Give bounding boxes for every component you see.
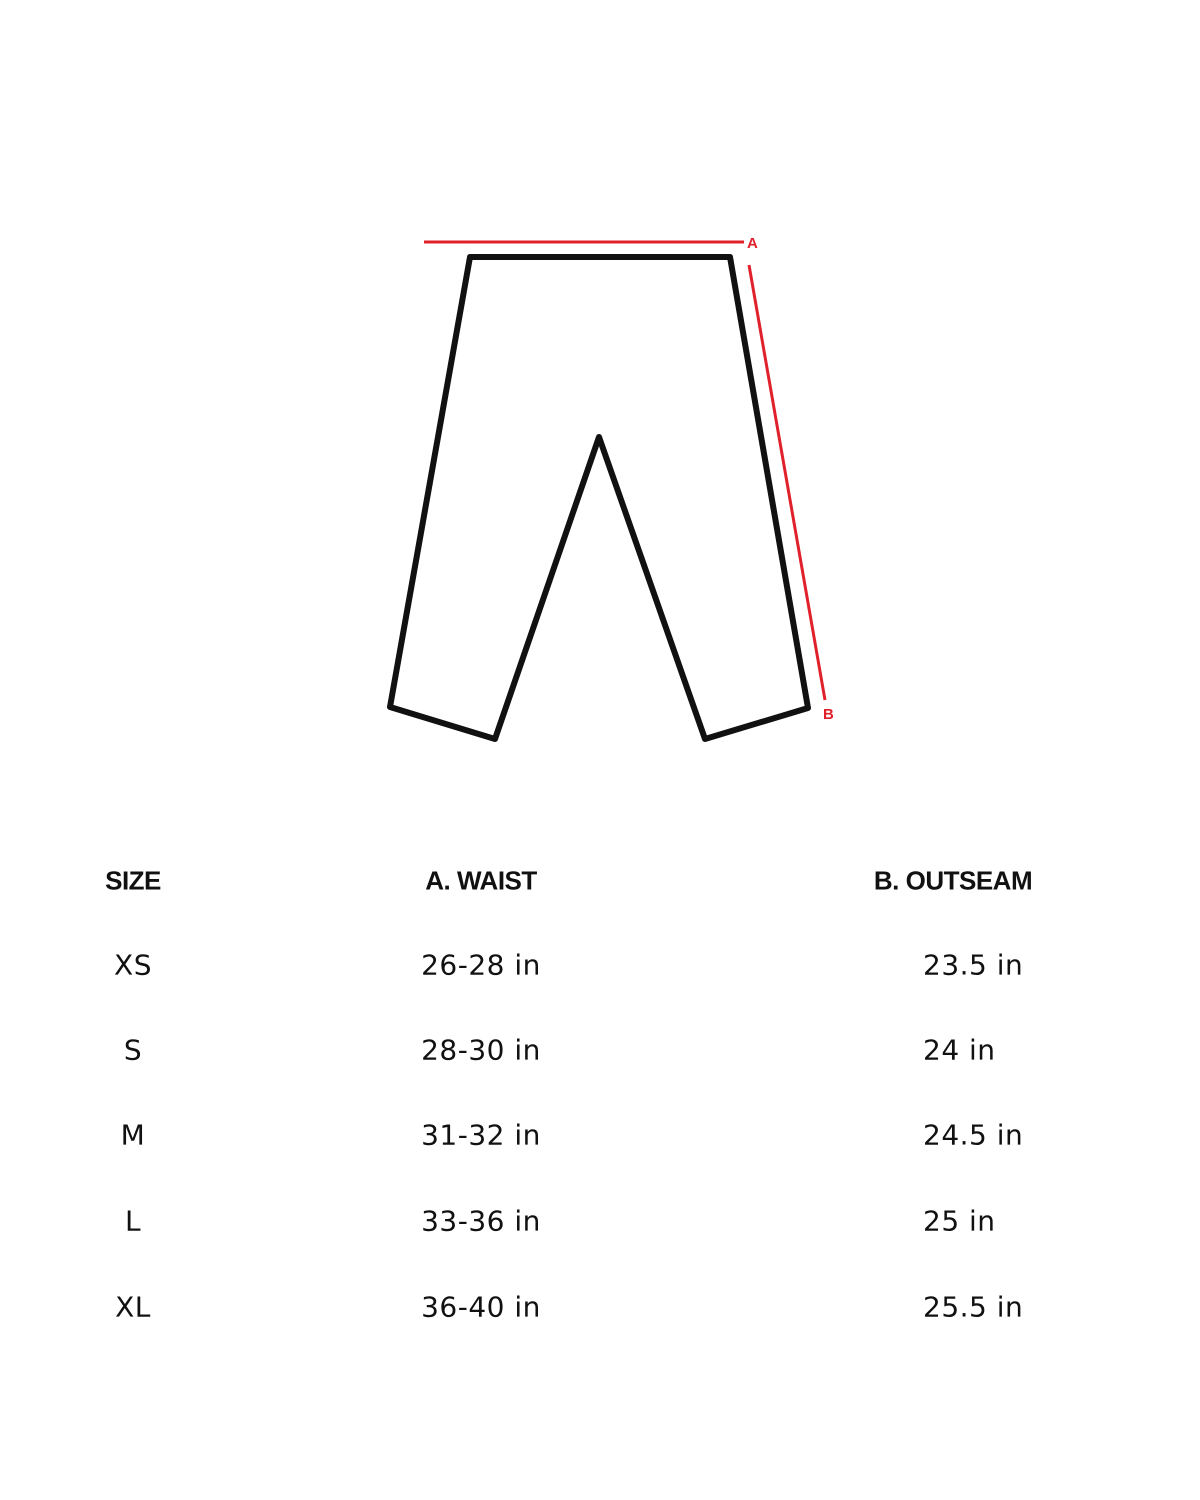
waist-cell: 26-28 in	[421, 948, 541, 982]
outseam-cell: 25.5 in	[923, 1290, 1024, 1324]
size-cell: L	[124, 1204, 142, 1238]
header-outseam: B. OUTSEAM	[873, 865, 1033, 896]
header-size: SIZE	[105, 865, 161, 896]
size-cell: XL	[115, 1290, 151, 1324]
size-cell: M	[120, 1118, 146, 1152]
outseam-cell: 23.5 in	[923, 948, 1024, 982]
outseam-cell: 25 in	[923, 1204, 996, 1238]
header-waist: A. WAIST	[425, 865, 537, 896]
size-cell: XS	[114, 948, 152, 982]
size-cell: S	[123, 1033, 143, 1067]
waist-cell: 33-36 in	[421, 1204, 541, 1238]
waist-measure-label: A	[747, 235, 758, 252]
waist-cell: 28-30 in	[421, 1033, 541, 1067]
waist-cell: 36-40 in	[421, 1290, 541, 1324]
outseam-cell: 24 in	[923, 1033, 996, 1067]
waist-cell: 31-32 in	[421, 1118, 541, 1152]
outseam-measure-label: B	[823, 706, 834, 723]
pants-outline	[390, 257, 808, 739]
outseam-cell: 24.5 in	[923, 1118, 1024, 1152]
outseam-measure-line	[749, 265, 825, 700]
